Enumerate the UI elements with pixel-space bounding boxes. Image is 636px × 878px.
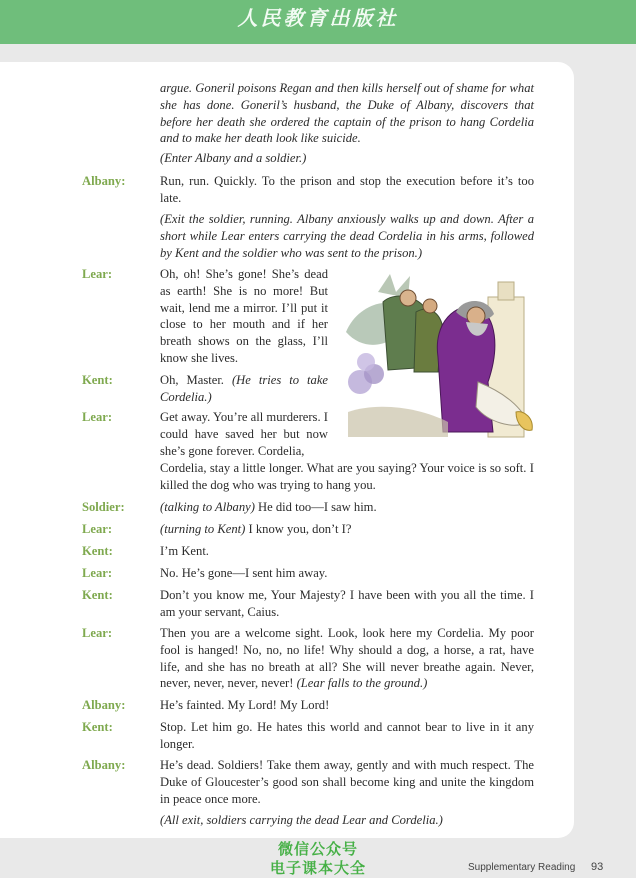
speaker-label: Kent:: [82, 588, 113, 602]
dialogue-text: Then you are a welcome sight. Look, look here my Cordelia. My poor fool is hanged! No, no, no life! Why should a dog, a horse, a rat, have life, and she has no breath at all? She will never breathe again. Never, never, never, never, never!: [160, 626, 534, 691]
stage-direction: (Enter Albany and a soldier.): [160, 151, 307, 165]
page-number: 93: [591, 861, 604, 873]
stage-direction-inline: (Lear falls to the ground.): [296, 676, 428, 691]
speaker-label: Kent:: [82, 720, 113, 734]
speaker-label: Kent:: [82, 373, 113, 387]
dialogue-line: Run, run. Quickly. To the prison and stop the execution before it’s too late.: [160, 174, 534, 205]
dialogue-line: I’m Kent.: [160, 544, 209, 558]
publisher-logo: 人民教育出版社: [237, 6, 399, 30]
stage-direction: (All exit, soldiers carrying the dead Lear and Cordelia.): [160, 813, 443, 827]
watermark-line-1: 微信公众号: [277, 840, 358, 858]
stage-direction: (Exit the soldier, running. Albany anxiously walks up and down. After a short while Lear enters carrying the dead Cordelia in his arms, followed by Kent and the soldier who was sent to the prison.): [160, 212, 534, 260]
dialogue-line: [160, 521, 534, 538]
section-label: Supplementary Reading: [468, 862, 576, 873]
speaker-label: Albany:: [82, 698, 126, 712]
speaker-label: Lear:: [82, 522, 113, 536]
stage-direction-inline: (talking to Albany): [160, 500, 255, 514]
stage-direction-inline: (turning to Kent): [160, 522, 246, 536]
dialogue-line: Don’t you know me, Your Majesty? I have been with you all the time. I am your servant, Caius.: [160, 588, 534, 619]
speaker-label: Lear:: [82, 626, 113, 640]
dialogue-line: [160, 499, 534, 516]
narrative-paragraph: argue. Goneril poisons Regan and then kills herself out of shame for what she has done. Goneril’s husband, the Duke of Albany, discovers that before her death she ordered the captain of the prison to hang Cordelia and to make her death look like suicide.: [160, 81, 534, 146]
watermark-line-2: 电子课本大全: [269, 859, 366, 877]
lear-cordelia-illustration: [338, 262, 538, 462]
dialogue-line: No. He’s gone—I sent him away.: [160, 566, 328, 580]
dialogue-line-continued: Cordelia, stay a little longer. What are you saying? Your voice is so soft. I killed the dog who was trying to hang you.: [160, 461, 534, 492]
speaker-label: Lear:: [82, 267, 113, 281]
dialogue-line: He’s fainted. My Lord! My Lord!: [160, 698, 330, 712]
dialogue-text: He did too—I saw him.: [254, 500, 377, 514]
dialogue-text: Oh, Master.: [160, 373, 224, 387]
speaker-label: Lear:: [82, 566, 113, 580]
speaker-label: Lear:: [82, 410, 113, 424]
speaker-label: Albany:: [82, 758, 126, 772]
stage-direction-inline: (He tries to take Cordelia.): [160, 373, 328, 404]
dialogue-line: He’s dead. Soldiers! Take them away, gently and with much respect. The Duke of Gloucester’s good son shall become king and unite the kingdom in peace once more.: [160, 758, 534, 806]
speaker-label: Kent:: [82, 544, 113, 558]
dialogue-line: Stop. Let him go. He hates this world and cannot bear to live in it any longer.: [160, 720, 534, 751]
speaker-label: Albany:: [82, 174, 126, 188]
dialogue-line: [160, 625, 534, 692]
dialogue-line: Oh, oh! She’s gone! She’s dead as earth! She is no more! But wait, lend me a mirror. I’ll put it close to her mouth and if her breath shows on the glass, I’ll know she lives.: [160, 267, 328, 365]
dialogue-line: [160, 372, 328, 406]
speaker-label: Soldier:: [82, 500, 125, 514]
dialogue-line: Get away. You’re all murderers. I could have saved her but now she’s gone forever. Cordelia,: [160, 410, 328, 458]
dialogue-text: I know you, don’t I?: [245, 522, 352, 536]
header-bar: [0, 0, 636, 44]
